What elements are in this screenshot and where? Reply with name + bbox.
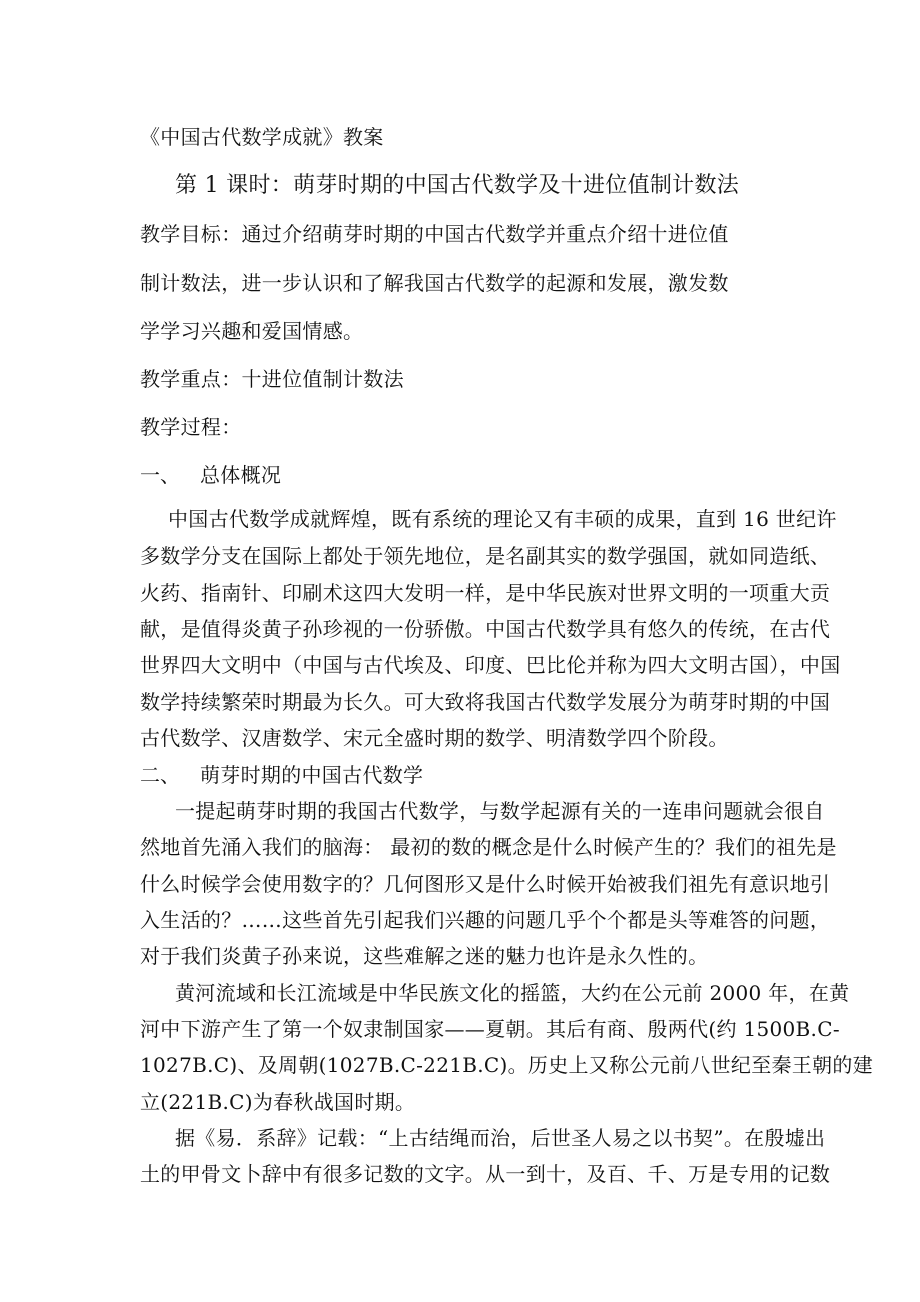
- objectives-line: 制计数法，进一步认识和了解我国古代数学的起源和发展，激发数: [140, 271, 729, 295]
- paragraph-line: 世界四大文明中（中国与古代埃及、印度、巴比伦并称为四大文明古国），中国: [140, 653, 841, 677]
- objectives-line: 学学习兴趣和爱国情感。: [140, 319, 364, 343]
- paragraph-line: 土的甲骨文卜辞中有很多记数的文字。从一到十，及百、千、万是专用的记数: [140, 1162, 831, 1186]
- document-title: 《中国古代数学成就》教案: [140, 125, 384, 149]
- paragraph-line: 对于我们炎黄子孙来说，这些难解之迷的魅力也许是永久性的。: [140, 944, 709, 968]
- section-number: 二、: [140, 763, 180, 787]
- objectives-line: 教学目标：通过介绍萌芽时期的中国古代数学并重点介绍十进位值: [140, 222, 729, 246]
- paragraph-line: 入生活的？……这些首先引起我们兴趣的问题几乎个个都是头等难答的问题，: [140, 908, 831, 932]
- lesson-heading: 第 1 课时：萌芽时期的中国古代数学及十进位值制计数法: [175, 173, 740, 198]
- paragraph-line: 河中下游产生了第一个奴隶制国家——夏朝。其后有商、殷两代(约 1500B.C-: [140, 1017, 840, 1041]
- paragraph-line: 火药、指南针、印刷术这四大发明一样，是中华民族对世界文明的一项重大贡: [140, 581, 831, 605]
- paragraph-line: 献，是值得炎黄子孙珍视的一份骄傲。中国古代数学具有悠久的传统，在古代: [140, 617, 831, 641]
- paragraph-line: 立(221B.C)为春秋战国时期。: [140, 1090, 416, 1114]
- paragraph-line: 一提起萌芽时期的我国古代数学，与数学起源有关的一连串问题就会很自: [175, 799, 825, 823]
- paragraph-line: 多数学分支在国际上都处于领先地位，是名副其实的数学强国，就如同造纸、: [140, 544, 831, 568]
- paragraph-line: 黄河流域和长江流域是中华民族文化的摇篮，大约在公元前 2000 年，在黄: [175, 981, 850, 1005]
- section-number: 一、: [140, 463, 180, 487]
- paragraph-line: 数学持续繁荣时期最为长久。可大致将我国古代数学发展分为萌芽时期的中国: [140, 690, 831, 714]
- paragraph-line: 1027B.C)、及周朝(1027B.C-221B.C)。历史上又称公元前八世纪至秦王朝的建: [140, 1053, 874, 1077]
- paragraph-line: 古代数学、汉唐数学、宋元全盛时期的数学、明清数学四个阶段。: [140, 726, 729, 750]
- paragraph-line: 据《易．系辞》记载：“上古结绳而治，后世圣人易之以书契”。在殷墟出: [175, 1126, 826, 1150]
- paragraph-line: 什么时候学会使用数字的？几何图形又是什么时候开始被我们祖先有意识地引: [140, 872, 831, 896]
- section-title: 总体概况: [200, 463, 282, 487]
- process-heading: 教学过程：: [140, 415, 242, 439]
- paragraph-line: 然地首先涌入我们的脑海： 最初的数的概念是什么时候产生的？我们的祖先是: [140, 835, 837, 859]
- section-title: 萌芽时期的中国古代数学: [200, 763, 424, 787]
- key-point: 教学重点：十进位值制计数法: [140, 367, 404, 391]
- paragraph-line: 中国古代数学成就辉煌，既有系统的理论又有丰硕的成果，直到 16 世纪许: [168, 507, 837, 531]
